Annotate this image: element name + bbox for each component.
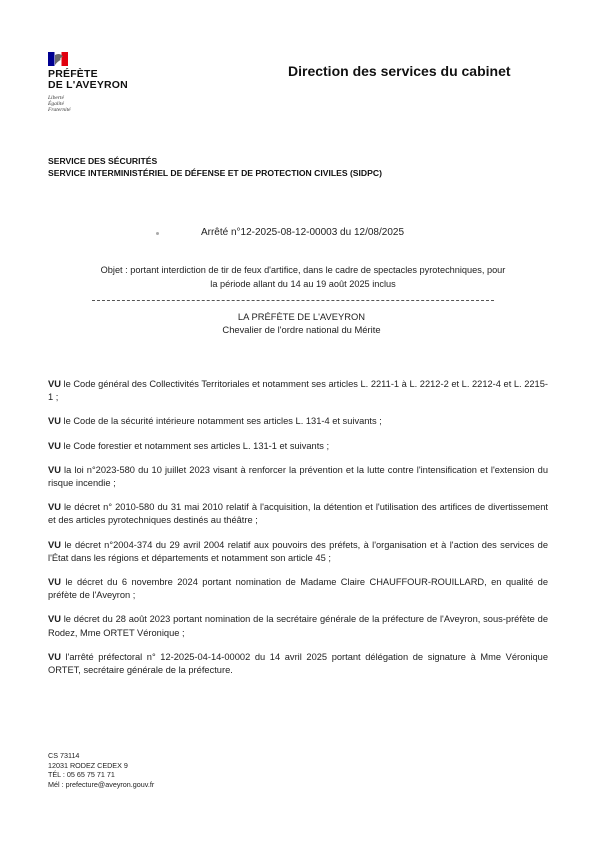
service-line-1: SERVICE DES SÉCURITÉS [48,156,158,166]
considerations-list [48,378,548,677]
footer-address [48,751,154,789]
prefecture-logo [48,52,158,113]
vu-item [48,576,548,602]
republic-motto [48,95,158,113]
objet-line-2: la période allant du 14 au 19 août 2025 inclus [210,279,396,289]
logo-text [48,69,158,91]
authority-title: LA PRÉFÈTE DE L'AVEYRON [237,311,366,322]
vu-item [48,613,548,639]
footer-cs: CS 73114 [48,751,80,760]
vu-prefix: VU [48,440,61,451]
footer-email: Mél : prefecture@aveyron.gouv.fr [48,779,155,789]
vu-text: le décret du 6 novembre 2024 portant nomination de Madame Claire CHAUFFOUR-ROUILLARD, en qualité de préfète de l'Aveyron ; [48,577,548,601]
vu-item [48,464,548,490]
vu-prefix: VU [48,379,61,389]
vu-text: le décret n°2004-374 du 29 avril 2004 relatif aux pouvoirs des préfets, à l'organisation et à l'action des services de l'État dans les régions et départements et notamment son article 45 ; [48,539,548,563]
logo-line-1: PRÉFÈTE [48,68,98,80]
motto-egalite: Égalité [48,101,64,107]
vu-prefix: VU [48,416,61,427]
vu-prefix: VU [48,577,61,588]
motto-fraternite: Fraternité [48,107,71,113]
vu-prefix: VU [48,464,61,475]
vu-item [48,539,548,565]
footer-phone: TÉL : 05 65 75 71 71 [48,770,115,780]
separator-line [92,300,494,301]
authority-block [0,310,595,336]
objet-line-1: Objet : portant interdiction de tir de feux d'artifice, dans le cadre de spectacles pyrotechniques, pour [100,265,506,275]
objet-block [48,263,558,291]
vu-item [48,440,548,453]
vu-prefix: VU [48,614,61,625]
vu-item [48,415,548,428]
vu-prefix: VU [48,651,61,662]
service-line-2: SERVICE INTERMINISTÉRIEL DE DÉFENSE ET DE PROTECTION CIVILES (SIDPC) [48,168,382,178]
vu-text: le décret n° 2010-580 du 31 mai 2010 relatif à l'acquisition, la détention et l'utilisation des artifices de divertissement et des articles pyrotechniques destinés au théâtre ; [48,502,548,526]
vu-item [48,378,548,404]
vu-text: le Code général des Collectivités Territoriales et notamment ses articles L. 2211-1 à L. 2212-2 et L. 2212-4 et L. 2215-1 ; [48,379,548,403]
vu-item [48,501,548,527]
marianne-emblem-icon [48,52,68,66]
logo-line-2: DE L'AVEYRON [48,79,128,91]
vu-text: la loi n°2023-580 du 10 juillet 2023 visant à renforcer la prévention et la lutte contre l'intensification et l'extension du risque incendie ; [48,464,548,489]
vu-prefix: VU [48,539,61,550]
vu-text: le Code de la sécurité intérieure notamment ses articles L. 131-4 et suivants ; [60,416,382,427]
vu-text: l'arrêté préfectoral n° 12-2025-04-14-00002 du 14 avril 2025 portant délégation de signature à Mme Véronique ORTET, secrétaire générale de la préfecture. [48,651,548,676]
authority-distinction: Chevalier de l'ordre national du Mérite [222,324,381,335]
vu-text: le décret du 28 août 2023 portant nomination de la secrétaire générale de la préfecture de l'Aveyron, sous-préfète de Rodez, Mme ORTET Véronique ; [48,614,548,638]
vu-prefix: VU [48,502,61,513]
arrete-number: Arrêté n°12-2025-08-12-00003 du 12/08/2025 [200,227,405,238]
vu-item [48,651,548,677]
footer-city: 12031 RODEZ CEDEX 9 [48,760,128,770]
motto-liberte: Liberté [48,95,64,101]
service-heading [48,155,382,179]
vu-text: le Code forestier et notamment ses articles L. 131-1 et suivants ; [60,440,330,451]
directorate-title: Direction des services du cabinet [288,63,511,79]
